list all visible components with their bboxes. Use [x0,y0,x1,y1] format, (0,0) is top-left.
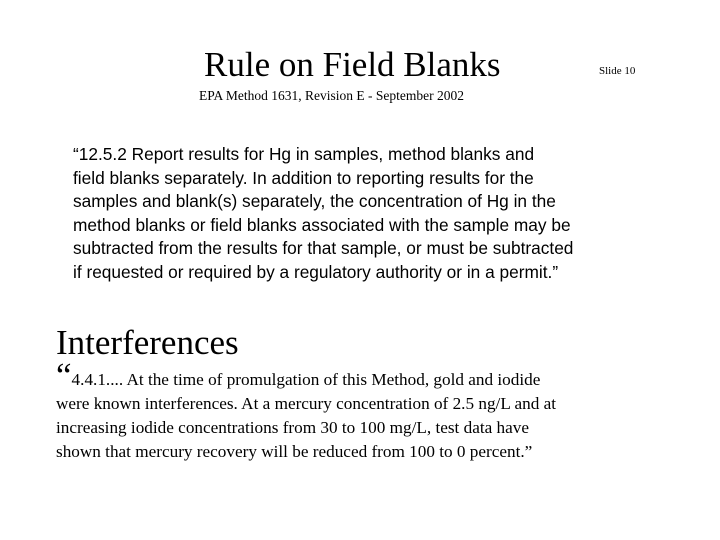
interferences-body [56,356,696,464]
slide-title: Rule on Field Blanks [204,45,501,84]
interferences-heading: Interferences [56,323,239,362]
slide-subtitle: EPA Method 1631, Revision E - September 2002 [199,88,464,103]
quote-line: “12.5.2 Report results for Hg in samples, method blanks and [73,144,535,164]
interference-line: shown that mercury recovery will be reduced from 100 to 0 percent.” [56,442,533,461]
interference-line: increasing iodide concentrations from 30 to 100 mg/L, test data have [56,418,530,437]
interference-first-line-text: 4.4.1.... At the time of promulgation of this Method, gold and iodide [71,370,541,389]
quote-line: if requested or required by a regulatory authority or in a permit.” [73,261,559,282]
quote-line: samples and blank(s) separately, the concentration of Hg in the [73,191,556,212]
interference-line: were known interferences. At a mercury concentration of 2.5 ng/L and at [56,394,556,413]
interference-line [56,356,696,395]
quote-line: method blanks or field blanks associated with the sample may be [73,214,571,235]
method-quote-block [73,143,673,285]
slide-number: Slide 10 [599,65,636,77]
quote-line: subtracted from the results for that sample, or must be subtracted [73,238,574,259]
opening-quote-mark: “ [56,356,72,395]
quote-line: field blanks separately. In addition to reporting results for the [73,167,534,188]
